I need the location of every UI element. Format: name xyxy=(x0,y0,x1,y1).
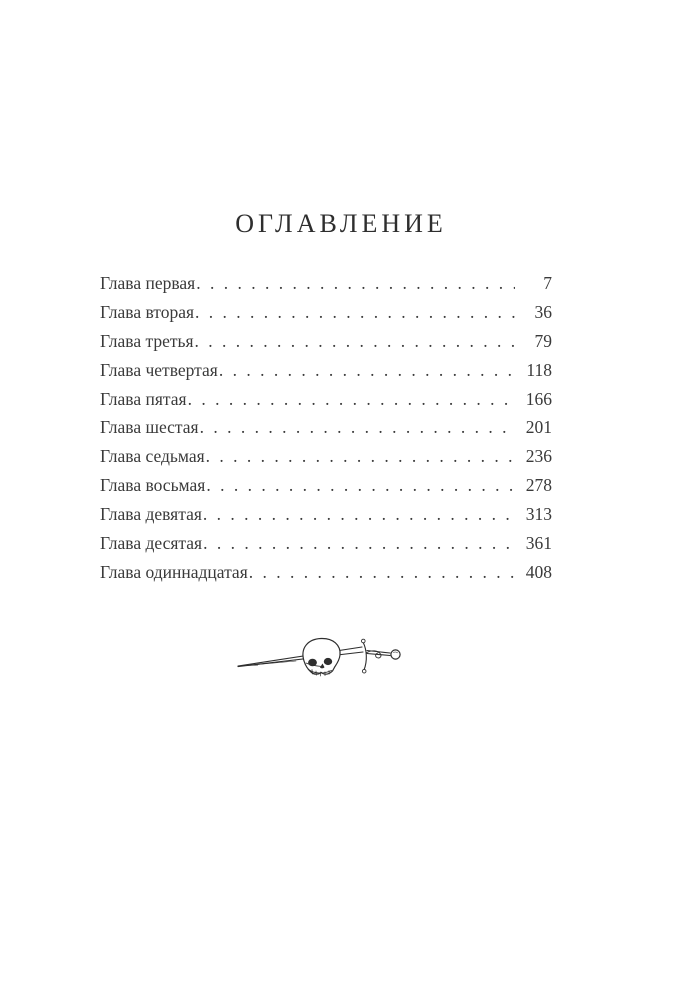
toc-entry xyxy=(100,417,552,446)
page-number: 118 xyxy=(526,359,552,380)
dot-leader xyxy=(195,302,515,323)
skull-pierced-by-rapier-icon xyxy=(236,636,406,682)
toc-entry xyxy=(100,475,552,504)
dot-leader xyxy=(188,389,515,410)
toc-entry xyxy=(100,533,552,562)
page-title: ОГЛАВЛЕНИЕ xyxy=(235,209,447,238)
page-number: 313 xyxy=(525,504,552,525)
chapter-label: Глава первая xyxy=(100,273,196,293)
chapter-label: Глава десятая xyxy=(100,533,203,554)
toc-entry xyxy=(100,504,552,533)
page-number: 79 xyxy=(534,330,552,351)
page-number: 408 xyxy=(525,561,552,582)
chapter-label: Глава одиннадцатая xyxy=(100,561,248,582)
dot-leader xyxy=(206,446,515,467)
dot-leader xyxy=(195,331,515,352)
toc-entry xyxy=(100,360,552,389)
chapter-label: Глава вторая xyxy=(100,301,195,322)
chapter-label: Глава пятая xyxy=(100,388,187,409)
page-number: 361 xyxy=(525,533,552,554)
dot-leader xyxy=(200,417,515,438)
toc-entry xyxy=(100,389,552,418)
chapter-label: Глава шестая xyxy=(100,417,199,438)
chapter-label: Глава третья xyxy=(100,330,194,351)
toc-list xyxy=(100,273,552,591)
dot-leader xyxy=(203,504,515,525)
chapter-label: Глава девятая xyxy=(100,504,202,525)
page-number: 236 xyxy=(525,446,552,467)
chapter-label: Глава четвертая xyxy=(100,359,218,380)
page-number: 7 xyxy=(543,273,552,293)
dot-leader xyxy=(203,533,515,554)
toc-entry xyxy=(100,562,552,591)
page-number: 166 xyxy=(525,388,552,409)
dot-leader xyxy=(196,273,515,294)
page-number: 36 xyxy=(534,301,552,322)
chapter-label: Глава седьмая xyxy=(100,446,205,467)
dot-leader xyxy=(206,475,515,496)
dot-leader xyxy=(249,562,515,583)
page-number: 201 xyxy=(525,417,552,438)
toc-entry xyxy=(100,302,552,331)
toc-entry xyxy=(100,331,552,360)
chapter-label: Глава восьмая xyxy=(100,475,206,496)
toc-entry xyxy=(100,273,552,302)
toc-entry xyxy=(100,446,552,475)
dot-leader xyxy=(219,360,515,381)
page-number: 278 xyxy=(525,475,552,496)
